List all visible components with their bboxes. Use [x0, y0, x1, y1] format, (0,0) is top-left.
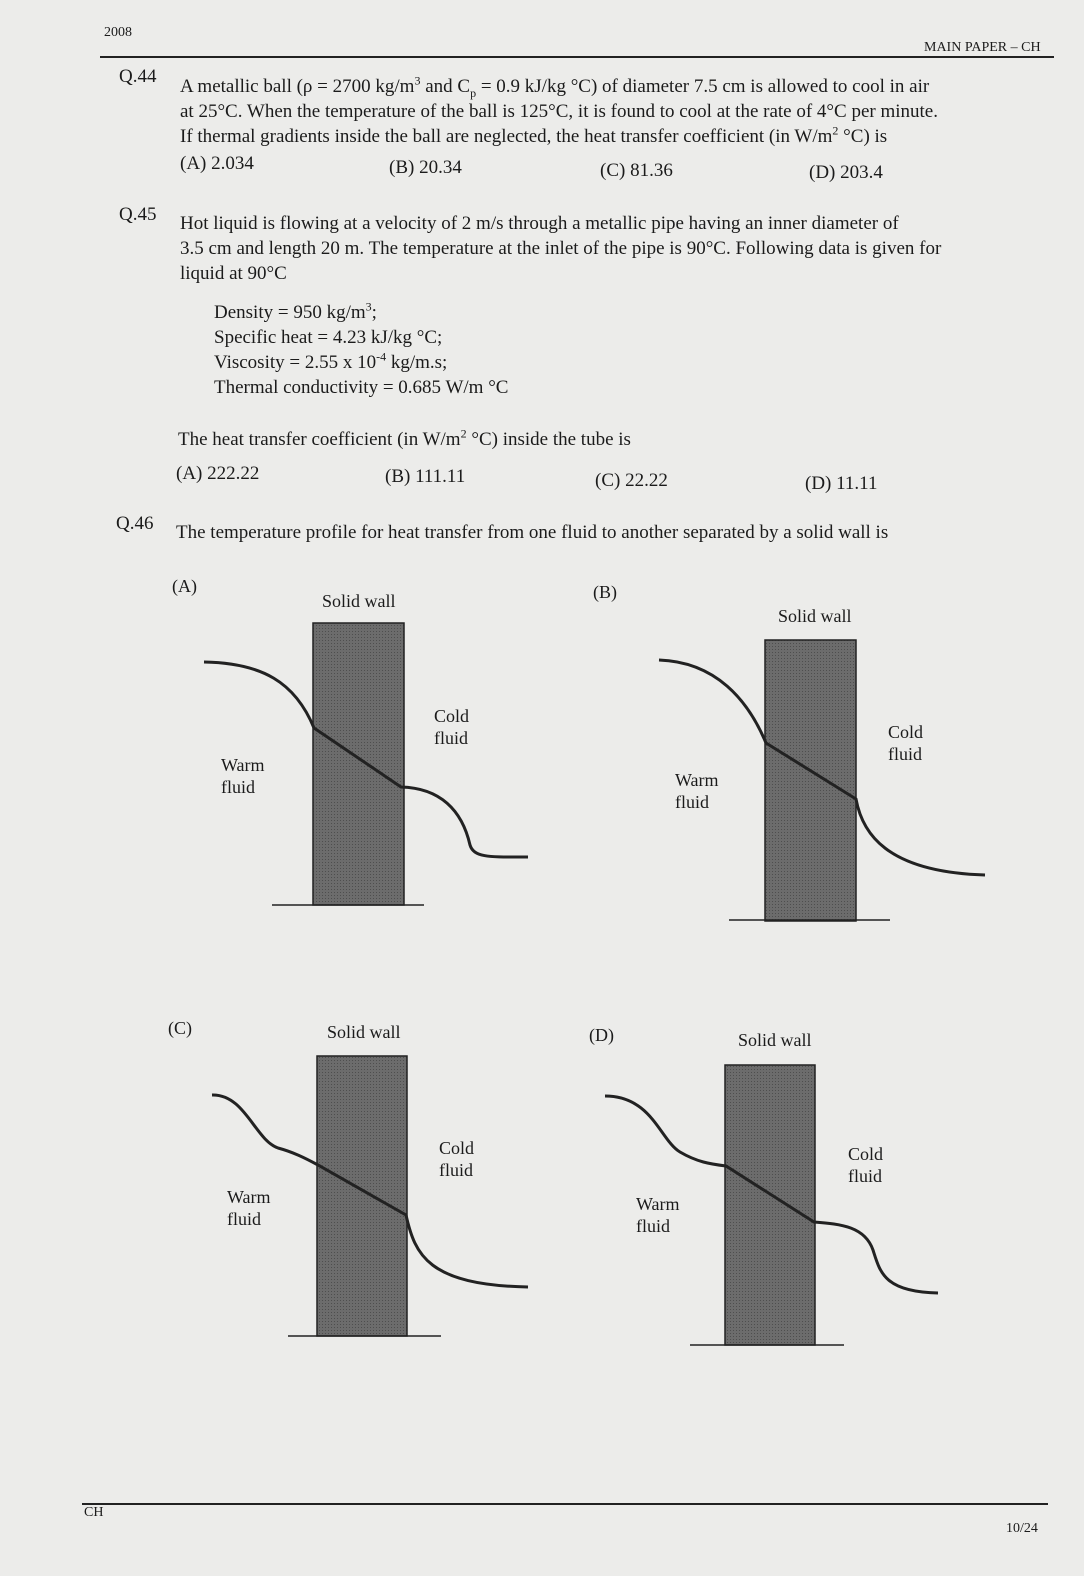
figure-b-wall-label: Solid wall [778, 606, 852, 626]
question-number-45: Q.45 [119, 204, 157, 225]
paper-title: MAIN PAPER – CH [924, 40, 1041, 55]
figure-d-warm-label-2: fluid [636, 1216, 670, 1236]
figure-c-warm-label-2: fluid [227, 1209, 261, 1229]
question-44-text: A metallic ball (ρ = 2700 $kg/m^3$ and $C_p = 0.9$ kJ/kg °C) of diameter 7.5 cm is allowed to cool in air at 25°C. When the temperature of the ball is 125°C, it is found to cool at the rate of 4°C per minute. If thermal gradients inside the ball are neglected, the heat transfer coefficient (in $W/m^2$ °C) is [180, 73, 938, 147]
figure-a-cold-label-2: fluid [434, 728, 468, 748]
figure-b-label: (B) [593, 582, 617, 602]
figure-a-warm-label-1: Warm [221, 755, 265, 775]
figure-d-label: (D) [589, 1025, 614, 1045]
q44-option-a[interactable]: (A) 2.034 [180, 153, 254, 174]
figure-a-wall-label: Solid wall [322, 591, 396, 611]
q44-option-d[interactable]: (D) 203.4 [809, 162, 883, 183]
q45-ask: The heat transfer coefficient (in $W/m^2$ °C) inside the tube is [178, 426, 631, 450]
figure-option-a[interactable] [172, 576, 528, 905]
figure-d-cold-label-2: fluid [848, 1166, 882, 1186]
density-value: Density = 950 $kg/m^3$; [214, 299, 377, 323]
figure-c-label: (C) [168, 1018, 192, 1038]
figure-c-warm-label-1: Warm [227, 1187, 271, 1207]
specific-heat-value: Specific heat = 4.23 kJ/kg °C; [214, 327, 443, 348]
footer-rule [82, 1503, 1048, 1505]
figure-option-b[interactable] [593, 582, 985, 921]
question-number-46: Q.46 [116, 513, 154, 534]
conductivity-value: Thermal conductivity = 0.685 W/m °C [214, 377, 509, 398]
question-46-text: The temperature profile for heat transfer from one fluid to another separated by a solid wall is [176, 522, 889, 543]
figure-option-c[interactable] [168, 1018, 528, 1336]
figure-option-d[interactable] [589, 1025, 938, 1345]
figure-d-wall-label: Solid wall [738, 1030, 812, 1050]
q44-option-c[interactable]: (C) 81.36 [600, 160, 673, 181]
exam-year: 2008 [104, 25, 132, 40]
figure-a-warm-label-2: fluid [221, 777, 255, 797]
figure-d-solid-wall [725, 1065, 815, 1345]
figure-a-solid-wall [313, 623, 404, 905]
figure-b-cold-label-2: fluid [888, 744, 922, 764]
figure-c-cold-label-1: Cold [439, 1138, 475, 1158]
page-number: 10/24 [1006, 1521, 1038, 1536]
figure-c-solid-wall [317, 1056, 407, 1336]
figure-d-warm-label-1: Warm [636, 1194, 680, 1214]
figure-b-warm-label-1: Warm [675, 770, 719, 790]
viscosity-value: Viscosity = 2.55 x $10^{-4}$ kg/m.s; [214, 349, 448, 373]
question-number-44: Q.44 [119, 66, 157, 87]
figure-b-solid-wall [765, 640, 856, 921]
figure-c-cold-label-2: fluid [439, 1160, 473, 1180]
q45-option-d[interactable]: (D) 11.11 [805, 473, 878, 494]
footer-code: CH [84, 1505, 104, 1520]
figure-a-label: (A) [172, 576, 197, 596]
figure-b-cold-label-1: Cold [888, 722, 924, 742]
q45-option-b[interactable]: (B) 111.11 [385, 466, 466, 487]
figure-c-wall-label: Solid wall [327, 1022, 401, 1042]
figure-d-cold-label-1: Cold [848, 1144, 884, 1164]
q45-option-a[interactable]: (A) 222.22 [176, 463, 260, 484]
figure-b-warm-label-2: fluid [675, 792, 709, 812]
q45-option-c[interactable]: (C) 22.22 [595, 470, 668, 491]
figure-a-cold-label-1: Cold [434, 706, 470, 726]
q44-option-b[interactable]: (B) 20.34 [389, 157, 462, 178]
question-45-text: Hot liquid is flowing at a velocity of 2 m/s through a metallic pipe having an inner diameter of 3.5 cm and length 20 m. The temperature at the inlet of the pipe is 90°C. Following data is given for liquid at 90°C [180, 213, 942, 284]
